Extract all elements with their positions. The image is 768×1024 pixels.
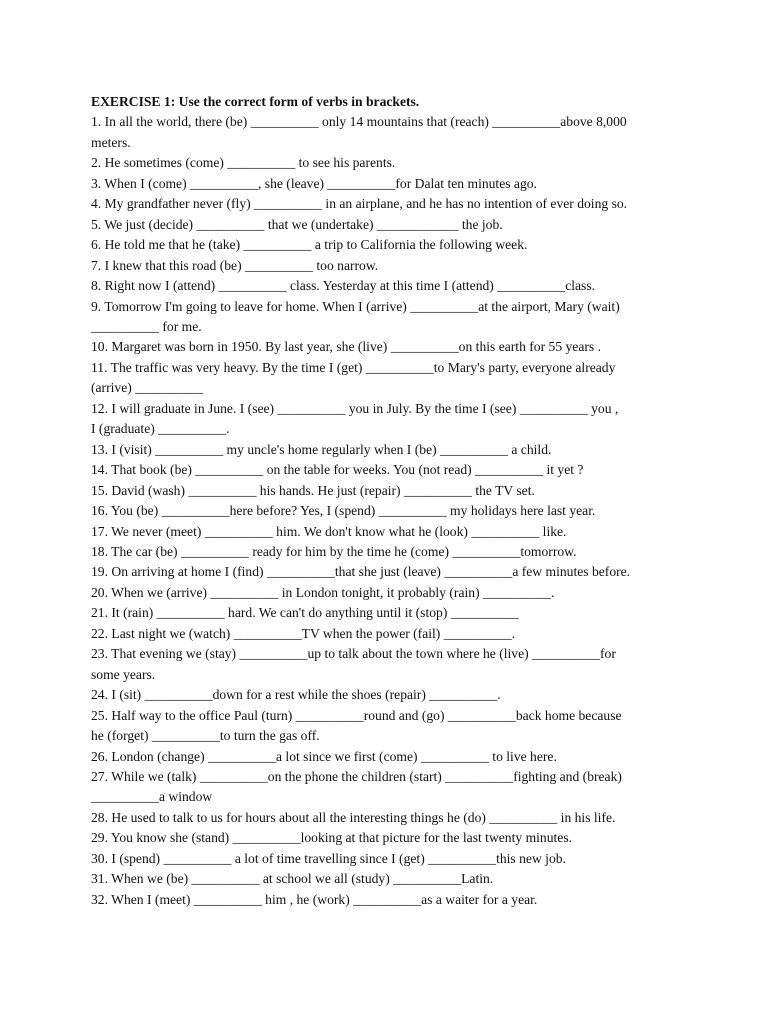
exercise-line: 6. He told me that he (take) __________ a trip to California the following week. — [91, 237, 528, 253]
exercise-line: 30. I (spend) __________ a lot of time travelling since I (get) __________this new job. — [91, 850, 566, 866]
exercise-line: 17. We never (meet) __________ him. We don't know what he (look) __________ like. — [91, 523, 567, 539]
exercise-title: EXERCISE 1: Use the correct form of verbs in brackets. — [91, 94, 420, 109]
exercise-line: 7. I knew that this road (be) __________ too narrow. — [91, 257, 379, 273]
exercise-line: meters. — [91, 134, 131, 150]
exercise-line: __________ for me. — [91, 318, 202, 334]
exercise-line: 16. You (be) __________here before? Yes, I (spend) __________ my holidays here last year. — [91, 503, 596, 519]
exercise-line: 5. We just (decide) __________ that we (undertake) ____________ the job. — [91, 216, 503, 232]
exercise-line: (arrive) __________ — [91, 380, 204, 396]
exercise-line: 11. The traffic was very heavy. By the time I (get) __________to Mary's party, everyone already — [91, 359, 616, 375]
exercise-line: 4. My grandfather never (fly) __________ in an airplane, and he has no intention of ever doing so. — [91, 196, 628, 212]
exercise-line: __________a window — [91, 789, 213, 805]
exercise-line: 20. When we (arrive) __________ in London tonight, it probably (rain) __________. — [91, 584, 555, 600]
exercise-line: 22. Last night we (watch) __________TV when the power (fail) __________. — [91, 625, 516, 641]
exercise-line: 29. You know she (stand) __________looking at that picture for the last twenty minutes. — [91, 830, 573, 846]
exercise-line: 26. London (change) __________a lot since we first (come) __________ to live here. — [91, 748, 557, 764]
exercise-line: 2. He sometimes (come) __________ to see his parents. — [91, 155, 396, 171]
exercise-line: 10. Margaret was born in 1950. By last year, she (live) __________on this earth for 55 years . — [91, 339, 601, 355]
exercise-line: 24. I (sit) __________down for a rest while the shoes (repair) __________. — [91, 687, 501, 703]
exercise-line: 1. In all the world, there (be) __________ only 14 mountains that (reach) __________above 8,000 — [91, 114, 627, 130]
exercise-line: 14. That book (be) __________ on the table for weeks. You (not read) __________ it yet ? — [91, 462, 584, 478]
exercise-line: 31. When we (be) __________ at school we all (study) __________Latin. — [91, 871, 494, 887]
exercise-line: 19. On arriving at home I (find) __________that she just (leave) __________a few minutes before. — [91, 564, 631, 580]
exercise-line: he (forget) __________to turn the gas off. — [91, 728, 320, 744]
exercise-line: I (graduate) __________. — [91, 421, 230, 437]
exercise-line: 32. When I (meet) __________ him , he (work) __________as a waiter for a year. — [91, 891, 538, 907]
exercise-line: 21. It (rain) __________ hard. We can't do anything until it (stop) __________ — [91, 605, 519, 621]
exercise-line: 13. I (visit) __________ my uncle's home regularly when I (be) __________ a child. — [91, 441, 552, 457]
exercise-lines — [91, 112, 691, 910]
exercise-line: 9. Tomorrow I'm going to leave for home. When I (arrive) __________at the airport, Mary (wait) — [91, 298, 620, 314]
exercise-line: some years. — [91, 666, 156, 682]
exercise-line: 25. Half way to the office Paul (turn) __________round and (go) __________back home because — [91, 707, 622, 723]
exercise-line: 18. The car (be) __________ ready for him by the time he (come) __________tomorrow. — [91, 543, 577, 559]
exercise-line: 3. When I (come) __________, she (leave) __________for Dalat ten minutes ago. — [91, 175, 537, 191]
exercise-line: 12. I will graduate in June. I (see) __________ you in July. By the time I (see) __________ you , — [91, 400, 619, 416]
exercise-line: 15. David (wash) __________ his hands. He just (repair) __________ the TV set. — [91, 482, 535, 498]
exercise-line: 8. Right now I (attend) __________ class. Yesterday at this time I (attend) __________class. — [91, 278, 596, 294]
exercise-line: 28. He used to talk to us for hours about all the interesting things he (do) __________ in his life. — [91, 809, 616, 825]
exercise-line: 27. While we (talk) __________on the phone the children (start) __________fighting and (break) — [91, 768, 622, 784]
exercise-line: 23. That evening we (stay) __________up to talk about the town where he (live) __________for — [91, 646, 616, 662]
exercise-content — [91, 92, 691, 910]
